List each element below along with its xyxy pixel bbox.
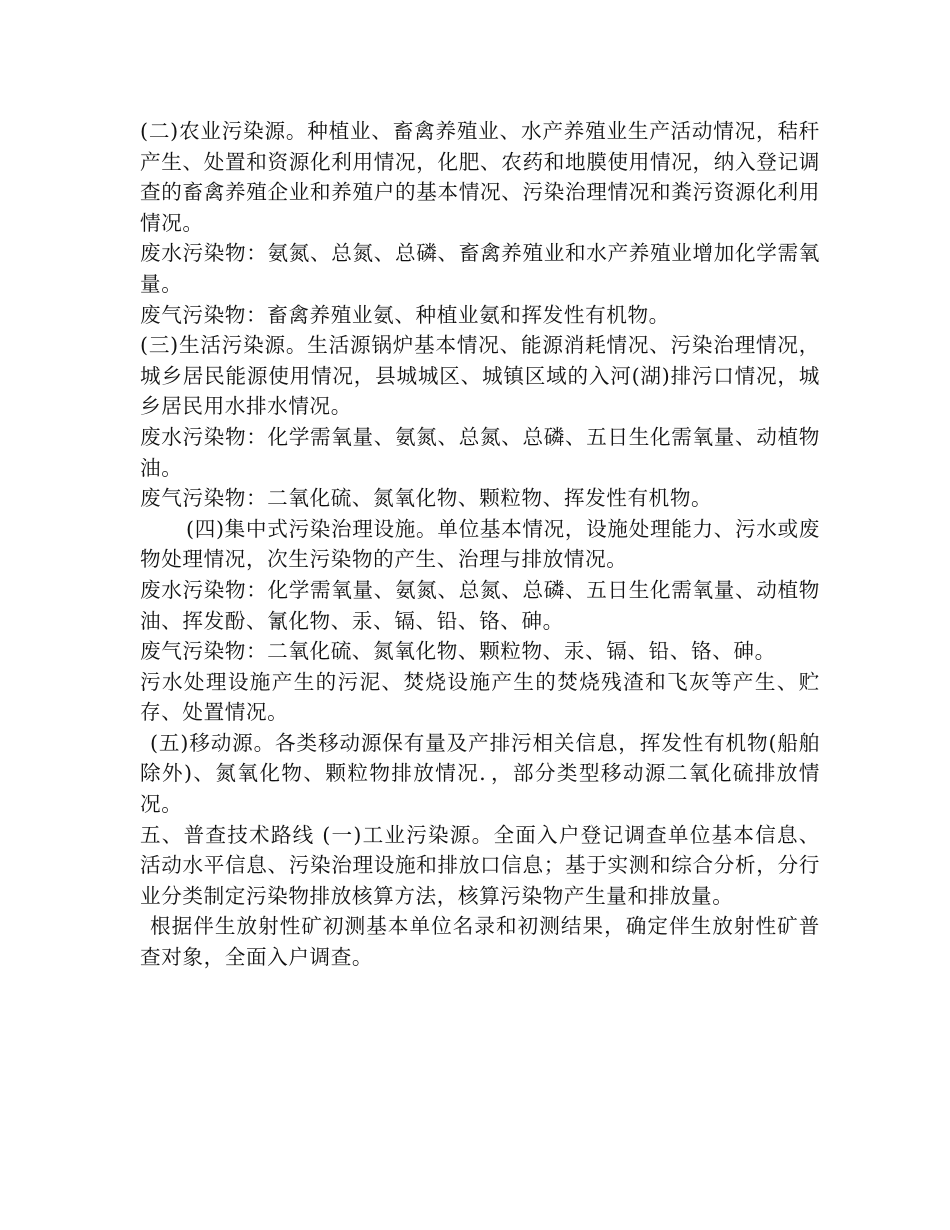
- paragraph-domestic-exhaust: 废气污染物：二氧化硫、氮氧化物、颗粒物、挥发性有机物。: [140, 486, 713, 511]
- paragraph-domestic-source: (三)生活污染源。生活源锅炉基本情况、能源消耗情况、污染治理情况，城乡居民能源使用情况，县城城区、城镇区域的入河(湖)排污口情况，城乡居民用水排水情况。: [140, 333, 820, 419]
- paragraph-sludge-residue: 污水处理设施产生的污泥、焚烧设施产生的焚烧残渣和飞灰等产生、贮存、处置情况。: [140, 669, 820, 725]
- paragraph-agriculture-wastewater: 废水污染物：氨氮、总氮、总磷、畜禽养殖业和水产养殖业增加化学需氧量。: [140, 241, 820, 296]
- paragraph-agriculture-exhaust: 废气污染物：畜禽养殖业氨、种植业氨和挥发性有机物。: [140, 302, 670, 327]
- paragraph-domestic-wastewater: 废水污染物：化学需氧量、氨氮、总氮、总磷、五日生化需氧量、动植物油。: [140, 424, 820, 480]
- document-body: [140, 116, 820, 973]
- paragraph-radioactive-mines: 根据伴生放射性矿初测基本单位名录和初测结果，确定伴生放射性矿普查对象，全面入户调查。: [140, 914, 820, 970]
- paragraph-mobile-source: (五)移动源。各类移动源保有量及产排污相关信息，挥发性有机物(船舶除外)、氮氧化物、颗粒物排放情况．，部分类型移动源二氧化硫排放情况。: [140, 730, 820, 817]
- paragraph-agriculture-source: (二)农业污染源。种植业、畜禽养殖业、水产养殖业生产活动情况，秸秆产生、处置和资源化利用情况，化肥、农药和地膜使用情况，纳入登记调查的畜禽养殖企业和养殖户的基本情况、污染治理情况和粪污资源化利用情况。: [140, 119, 820, 235]
- paragraph-centralized-facilities: (四)集中式污染治理设施。单位基本情况，设施处理能力、污水或废物处理情况，次生污染物的产生、治理与排放情况。: [140, 516, 820, 572]
- paragraph-technical-route: 五、普查技术路线 (一)工业污染源。全面入户登记调查单位基本信息、活动水平信息、污染治理设施和排放口信息；基于实测和综合分析，分行业分类制定污染物排放核算方法，核算污染物产生量和排放量。: [140, 822, 820, 908]
- paragraph-centralized-exhaust: 废气污染物：二氧化硫、氮氧化物、颗粒物、汞、镉、铅、铬、砷。: [140, 639, 776, 664]
- paragraph-centralized-wastewater: 废水污染物：化学需氧量、氨氮、总氮、总磷、五日生化需氧量、动植物油、挥发酚、氰化物、汞、镉、铅、铬、砷。: [140, 577, 820, 633]
